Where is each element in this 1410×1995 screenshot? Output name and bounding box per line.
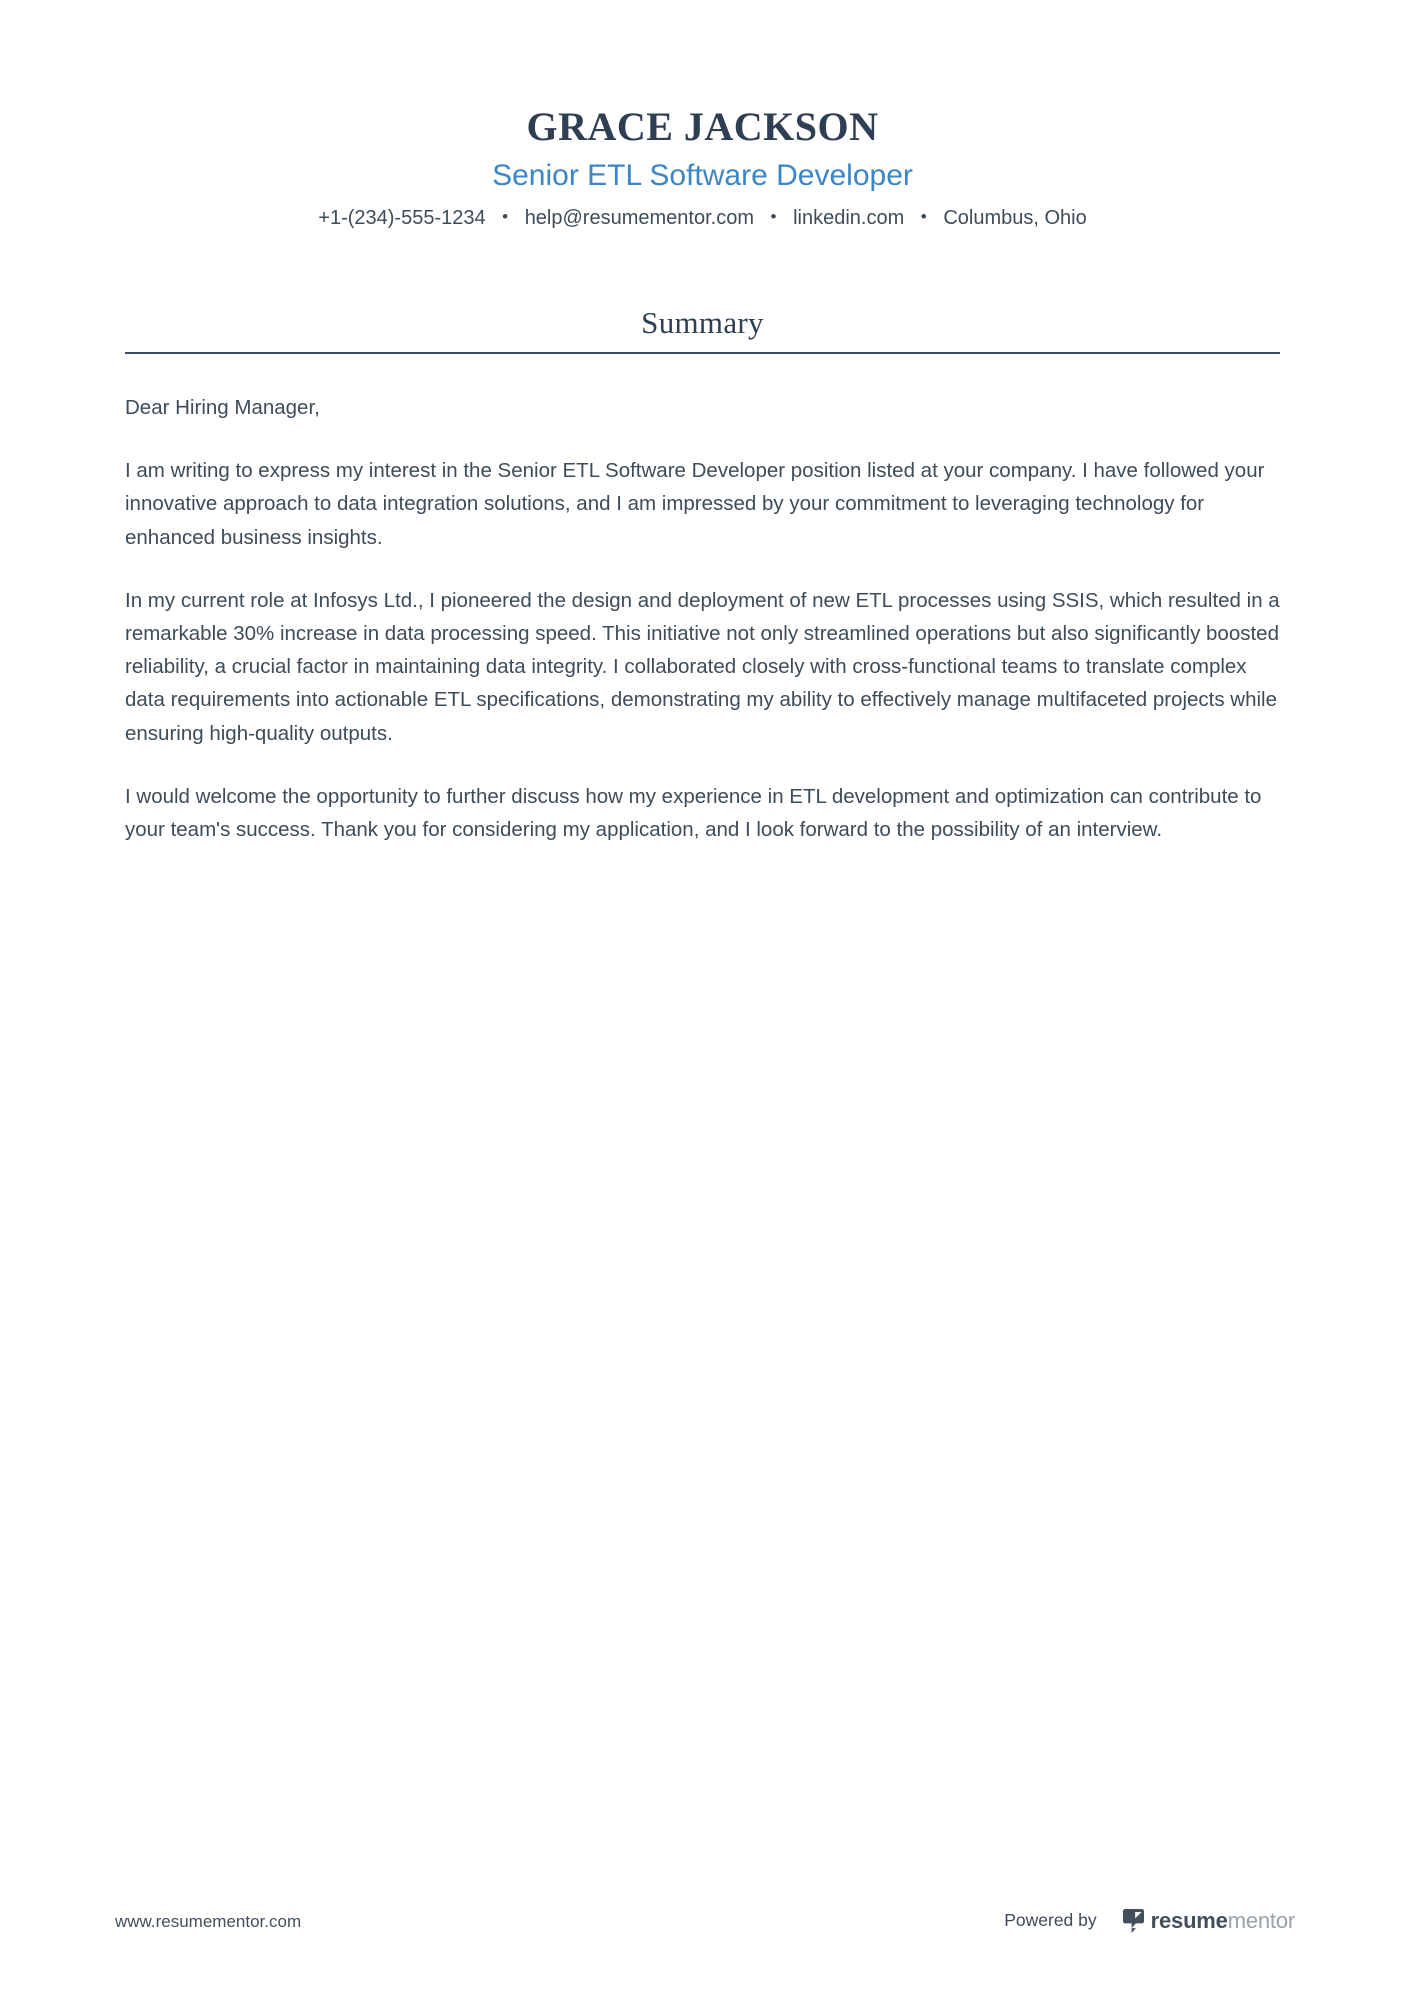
powered-by-label: Powered by	[1004, 1910, 1097, 1931]
letter-body	[125, 391, 1280, 846]
summary-section	[125, 304, 1280, 846]
contact-location: Columbus, Ohio	[943, 206, 1087, 229]
contact-linkedin[interactable]: linkedin.com	[793, 206, 905, 229]
contact-line	[125, 204, 1280, 232]
contact-separator-icon: •	[502, 206, 509, 226]
letter-header	[125, 0, 1280, 232]
contact-phone: +1-(234)-555-1234	[318, 206, 486, 229]
contact-separator-icon: •	[920, 206, 927, 226]
letter-salutation: Dear Hiring Manager,	[125, 395, 320, 419]
candidate-job-title: Senior ETL Software Developer	[492, 158, 913, 192]
letter-paragraph: In my current role at Infosys Ltd., I pioneered the design and deployment of new ETL processes using SSIS, which resulted in a remarkable 30% increase in data processing speed. This initiative not only streamlined operations but also significantly boosted reliability, a crucial factor in maintaining data integrity. I collaborated closely with cross-functional teams to translate complex data requirements into actionable ETL specifications, demonstrating my ability to effectively manage multifaceted projects while ensuring high-quality outputs.	[125, 588, 1280, 745]
footer-branding	[1004, 1909, 1295, 1933]
page-footer	[115, 1909, 1295, 1933]
letter-paragraph: I would welcome the opportunity to further discuss how my experience in ETL development and optimization can contribute to your team's success. Thank you for considering my application, and I look forward to the possibility of an interview.	[125, 784, 1262, 842]
section-heading-summary: Summary	[641, 304, 764, 340]
brand-name-light: mentor	[1227, 1908, 1295, 1933]
contact-separator-icon: •	[770, 206, 777, 226]
footer-website-link[interactable]: www.resumementor.com	[115, 1911, 302, 1931]
resumementor-logo-icon	[1123, 1909, 1144, 1933]
brand-name-bold: resume	[1150, 1908, 1228, 1933]
contact-email[interactable]: help@resumementor.com	[524, 206, 754, 229]
letter-paragraph: I am writing to express my interest in the Senior ETL Software Developer position listed at your company. I have followed your innovative approach to data integration solutions, and I am impressed by your commitment to leveraging technology for enhanced business insights.	[125, 459, 1265, 549]
resumementor-logo[interactable]	[1123, 1909, 1295, 1933]
candidate-name: GRACE JACKSON	[526, 104, 879, 149]
document-content	[125, 0, 1280, 846]
resumementor-wordmark	[1151, 1910, 1295, 1932]
section-divider	[125, 352, 1280, 354]
